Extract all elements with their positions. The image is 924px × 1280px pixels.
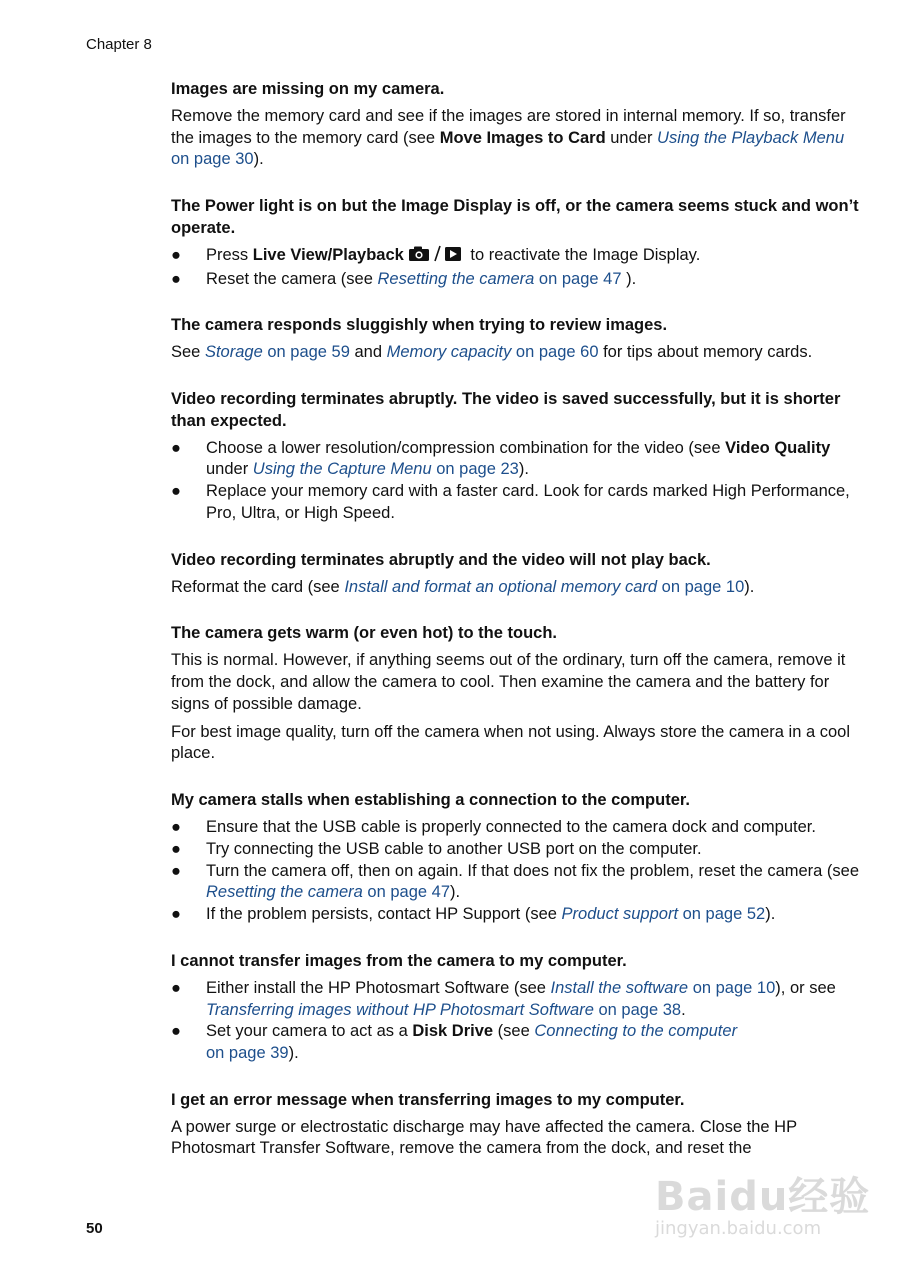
section-heading: The camera responds sluggishly when trying to review images. (171, 316, 668, 335)
link-page: on page 47 (534, 269, 622, 288)
bullet: ● (171, 269, 181, 288)
text: If the problem persists, contact HP Support (see (206, 905, 562, 924)
paragraph: For best image quality, turn off the camera when not using. Always store the camera in a cool place. (171, 722, 850, 763)
section-heading: Images are missing on my camera. (171, 80, 445, 98)
list-item (171, 481, 861, 525)
camera-icon (409, 246, 429, 261)
text: See (171, 343, 205, 362)
text: ). (450, 883, 461, 902)
bold-text: Move Images to Card (439, 128, 606, 147)
text: Choose a lower resolution/compression combination for the video (see (206, 438, 726, 457)
paragraph: A power surge or electrostatic discharge may have affected the camera. Close the HP Photosmart Transfer Software, remove the camera from the dock, and reset the (171, 1117, 797, 1158)
link-title: Resetting the camera (206, 883, 363, 902)
link-resetting-camera[interactable] (378, 270, 622, 288)
section-camera-warm (171, 623, 861, 765)
link-title: Memory capacity (386, 343, 512, 362)
watermark-url: jingyan.baidu.com (655, 1218, 822, 1239)
section-heading: Video recording terminates abruptly. The video is saved successfully, but it is shorter than expected. (171, 389, 841, 430)
bold-text: Video Quality (725, 438, 831, 457)
bullet: ● (171, 905, 181, 924)
text: Remove the memory card and see if the images are stored in internal memory. If so, transfer the images to the memory card (see (171, 106, 846, 147)
link-title: Storage (204, 343, 263, 362)
list-item (171, 1021, 861, 1065)
list-item (171, 245, 861, 269)
link-title: Using the Playback Menu (657, 128, 845, 147)
link-page: on page 23 (431, 460, 519, 479)
bullet-list (171, 978, 861, 1065)
section-heading: The Power light is on but the Image Display is off, or the camera seems stuck and won’t operate. (171, 197, 859, 237)
section-heading: My camera stalls when establishing a connection to the computer. (171, 791, 690, 810)
link-title: Using the Capture Menu (252, 460, 432, 479)
list-item (171, 817, 861, 839)
bullet: ● (171, 1022, 181, 1041)
section-video-short (171, 389, 861, 525)
bullet-list (171, 438, 861, 525)
list-item (171, 839, 861, 861)
link-page: on page 59 (262, 343, 350, 362)
text: Press (206, 245, 253, 264)
bullet: ● (171, 817, 181, 836)
text: under (206, 460, 253, 479)
link-memory-capacity[interactable] (387, 343, 599, 361)
text: to reactivate the Image Display. (465, 245, 701, 264)
text: ). (288, 1044, 299, 1063)
text: Reformat the card (see (171, 577, 345, 596)
section-camera-stalls (171, 790, 861, 926)
link-title: Transferring images without HP Photosmart Software (206, 1000, 594, 1019)
section-heading: I get an error message when transferring images to my computer. (171, 1090, 685, 1109)
list-item (171, 438, 861, 482)
text: ). (621, 269, 637, 288)
watermark-logo: Baidu经验 (655, 1174, 871, 1220)
chapter-label: Chapter 8 (86, 36, 152, 53)
section-heading: The camera gets warm (or even hot) to the touch. (171, 624, 557, 643)
link-install-software[interactable] (551, 979, 776, 997)
section-error-message (171, 1090, 861, 1160)
link-transferring-images[interactable] (206, 1001, 681, 1019)
section-power-light (171, 196, 861, 290)
paragraph (171, 342, 861, 364)
link-title: Install and format an optional memory card (344, 577, 658, 596)
paragraph (171, 577, 861, 599)
text: Turn the camera off, then on again. If that does not fix the problem, reset the camera (see (206, 861, 860, 880)
link-page: on page 10 (688, 978, 776, 997)
link-title: Resetting the camera (377, 269, 535, 288)
section-heading: I cannot transfer images from the camera to my computer. (171, 951, 627, 970)
text: under (605, 128, 658, 147)
link-capture-menu[interactable] (253, 460, 519, 478)
section-images-missing (171, 79, 861, 171)
bullet: ● (171, 438, 181, 457)
text: Either install the HP Photosmart Software (see (206, 978, 551, 997)
link-product-support[interactable] (562, 905, 766, 923)
link-resetting-camera[interactable] (206, 883, 450, 901)
document-body (171, 79, 861, 1185)
bullet: ● (171, 482, 181, 501)
section-sluggish (171, 315, 861, 364)
live-view-playback-icons (408, 245, 462, 269)
bullet: ● (171, 978, 181, 997)
bullet-list (171, 245, 861, 291)
link-title: Install the software (550, 978, 689, 997)
link-install-format-card[interactable] (344, 578, 744, 596)
bold-text: Disk Drive (412, 1022, 494, 1041)
link-page: on page 38 (593, 1000, 682, 1019)
bullet-list (171, 817, 861, 926)
link-page: on page 39 (206, 1044, 289, 1063)
link-page: on page 60 (511, 343, 599, 362)
text: (see (493, 1022, 535, 1041)
text: for tips about memory cards. (598, 343, 813, 362)
text: ). (253, 150, 264, 169)
text: Set your camera to act as a (206, 1022, 413, 1041)
paragraph (171, 106, 861, 171)
paragraph: This is normal. However, if anything seems out of the ordinary, turn off the camera, remove it from the dock, and allow the camera to cool. Then examine the camera and the battery for signs of possible damage. (171, 651, 846, 713)
playback-icon (445, 247, 461, 261)
section-cannot-transfer (171, 951, 861, 1065)
text: Reset the camera (see (206, 269, 378, 288)
text: ). (744, 577, 755, 596)
text: Ensure that the USB cable is properly connected to the camera dock and computer. (206, 817, 816, 836)
link-title: Product support (561, 905, 679, 924)
text: ). (765, 905, 776, 924)
link-page: on page 30 (171, 150, 254, 169)
watermark (655, 1165, 875, 1245)
section-video-no-playback (171, 550, 861, 599)
text: ). (518, 460, 529, 479)
text: Replace your memory card with a faster card. Look for cards marked High Performance, Pro, Ultra, or High Speed. (206, 482, 850, 522)
list-item (171, 861, 861, 905)
link-title: Connecting to the computer (534, 1022, 738, 1041)
text: Try connecting the USB cable to another USB port on the computer. (206, 839, 702, 858)
page-number: 50 (86, 1220, 103, 1237)
text: and (349, 343, 387, 362)
text: ), or see (775, 978, 836, 997)
list-item (171, 978, 861, 1022)
link-storage[interactable] (205, 343, 350, 361)
bullet: ● (171, 861, 181, 880)
section-heading: Video recording terminates abruptly and the video will not play back. (171, 550, 711, 569)
link-page: on page 47 (362, 883, 451, 902)
bold-text: Live View/Playback (252, 245, 404, 264)
bullet: ● (171, 245, 181, 264)
bullet: ● (171, 839, 181, 858)
list-item (171, 904, 861, 926)
link-page: on page 52 (678, 905, 766, 924)
list-item (171, 269, 861, 291)
text: . (681, 1000, 686, 1019)
link-page: on page 10 (657, 577, 745, 596)
